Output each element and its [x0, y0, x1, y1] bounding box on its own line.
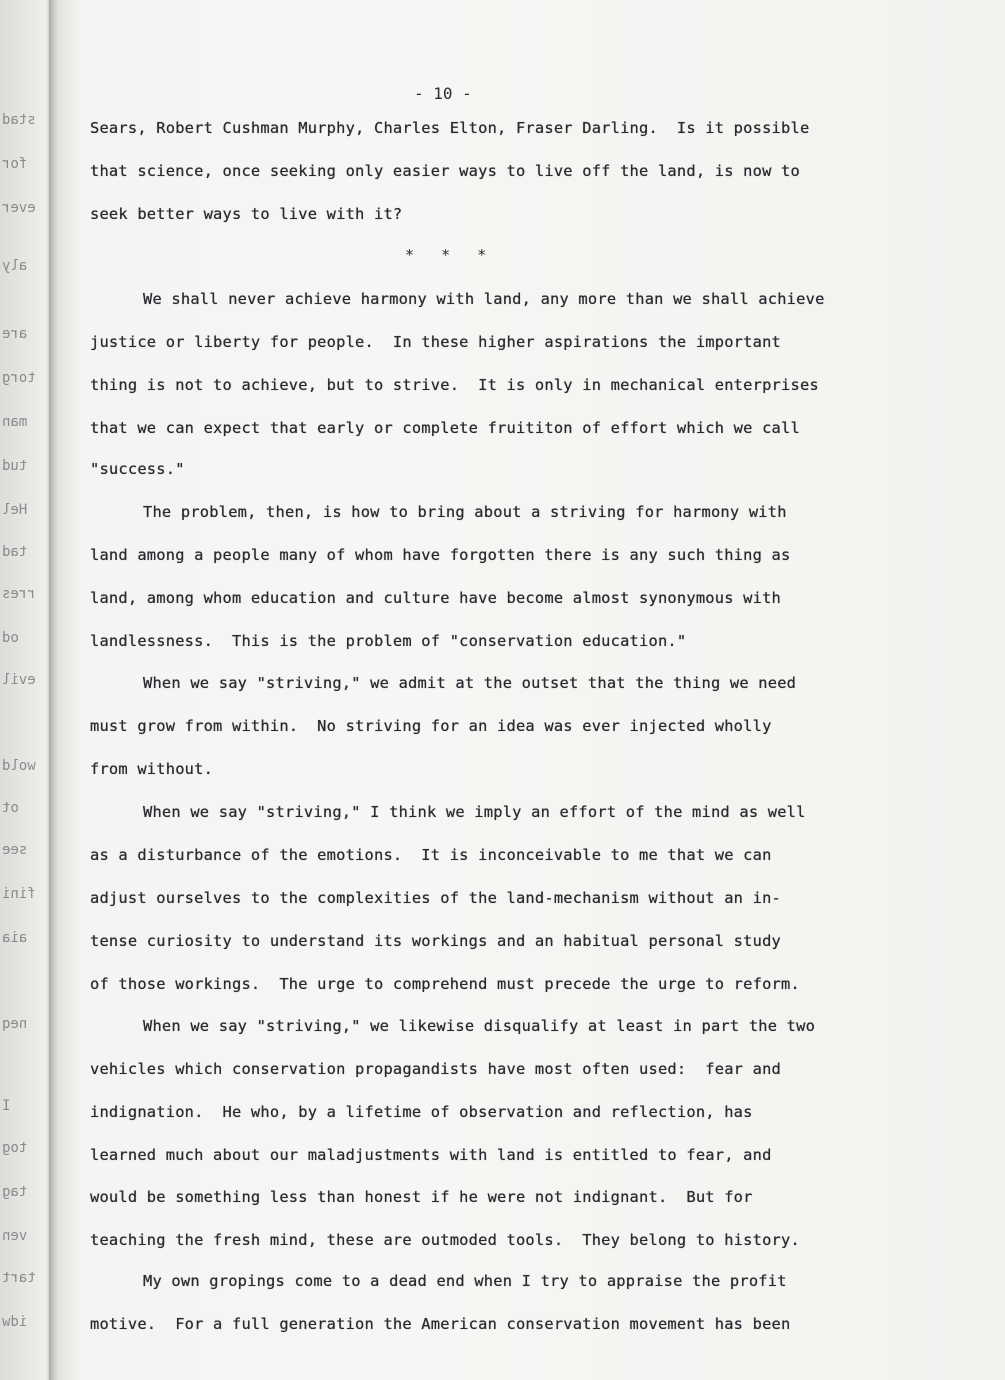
ghost-fragment: for [2, 156, 28, 172]
ghost-fragment: tad [2, 544, 28, 560]
text-line: from without. [90, 760, 214, 778]
ghost-fragment: are [2, 326, 28, 342]
ghost-fragment: ven [2, 1228, 28, 1244]
ghost-fragment: aly [2, 258, 28, 274]
ghost-fragment: fini [2, 886, 36, 902]
ghost-fragment: man [2, 414, 28, 430]
ghost-fragment: rres [2, 586, 36, 602]
section-break: * * * [405, 246, 487, 264]
text-line: learned much about our maladjustments with land is entitled to fear, and [90, 1146, 772, 1164]
ghost-fragment: tud [2, 458, 28, 474]
text-line: tense curiosity to understand its workings and an habitual personal study [90, 932, 782, 950]
text-line: thing is not to achieve, but to strive. It is only in mechanical enterprises [90, 376, 819, 394]
ghost-fragment: ot [2, 800, 19, 816]
ghost-fragment: stad [2, 112, 36, 128]
text-line: land among a people many of whom have forgotten there is any such thing as [90, 546, 791, 564]
text-line: adjust ourselves to the complexities of the land-mechanism without an in- [90, 889, 782, 907]
paragraph-first-line: The problem, then, is how to bring about a striving for harmony with [143, 503, 787, 521]
page-number: - 10 - [414, 84, 472, 103]
ghost-fragment: wold [2, 758, 36, 774]
paragraph-first-line: When we say "striving," I think we imply an effort of the mind as well [143, 803, 806, 821]
text-line: landlessness. This is the problem of "conservation education." [90, 632, 687, 650]
ghost-fragment: neq [2, 1016, 28, 1032]
previous-page-bleed-through [0, 0, 50, 1380]
text-line: Sears, Robert Cushman Murphy, Charles Elton, Fraser Darling. Is it possible [90, 119, 810, 137]
text-line: motive. For a full generation the American conservation movement has been [90, 1315, 791, 1333]
paragraph-first-line: When we say "striving," we likewise disqualify at least in part the two [143, 1017, 816, 1035]
text-line: justice or liberty for people. In these higher aspirations the important [90, 333, 782, 351]
ghost-fragment: idw [2, 1314, 28, 1330]
text-line: indignation. He who, by a lifetime of observation and reflection, has [90, 1103, 753, 1121]
text-line: would be something less than honest if he were not indignant. But for [90, 1188, 753, 1206]
ghost-fragment: tog [2, 1140, 28, 1156]
text-line: land, among whom education and culture have become almost synonymous with [90, 589, 782, 607]
text-line: as a disturbance of the emotions. It is inconceivable to me that we can [90, 846, 772, 864]
text-line: seek better ways to live with it? [90, 205, 403, 223]
text-line: that we can expect that early or complete fruititon of effort which we call [90, 419, 800, 437]
ghost-fragment: see [2, 842, 28, 858]
text-line: vehicles which conservation propagandists have most often used: fear and [90, 1060, 782, 1078]
text-line: "success." [90, 460, 185, 478]
ghost-fragment: evil [2, 672, 36, 688]
paragraph-first-line: My own gropings come to a dead end when I try to appraise the profit [143, 1272, 787, 1290]
ghost-fragment: aia [2, 930, 28, 946]
ghost-fragment: Hel [2, 502, 28, 518]
ghost-fragment: od [2, 630, 19, 646]
ghost-fragment: ever [2, 200, 36, 216]
paragraph-first-line: When we say "striving," we admit at the outset that the thing we need [143, 674, 797, 692]
text-line: teaching the fresh mind, these are outmoded tools. They belong to history. [90, 1231, 800, 1249]
ghost-fragment: torg [2, 370, 36, 386]
ghost-fragment: I [2, 1098, 11, 1114]
paragraph-first-line: We shall never achieve harmony with land, any more than we shall achieve [143, 290, 825, 308]
text-line: that science, once seeking only easier ways to live off the land, is now to [90, 162, 800, 180]
text-line: of those workings. The urge to comprehend must precede the urge to reform. [90, 975, 800, 993]
text-line: must grow from within. No striving for an idea was ever injected wholly [90, 717, 772, 735]
ghost-fragment: tag [2, 1184, 28, 1200]
ghost-fragment: tart [2, 1270, 36, 1286]
page-gutter [49, 0, 55, 1380]
